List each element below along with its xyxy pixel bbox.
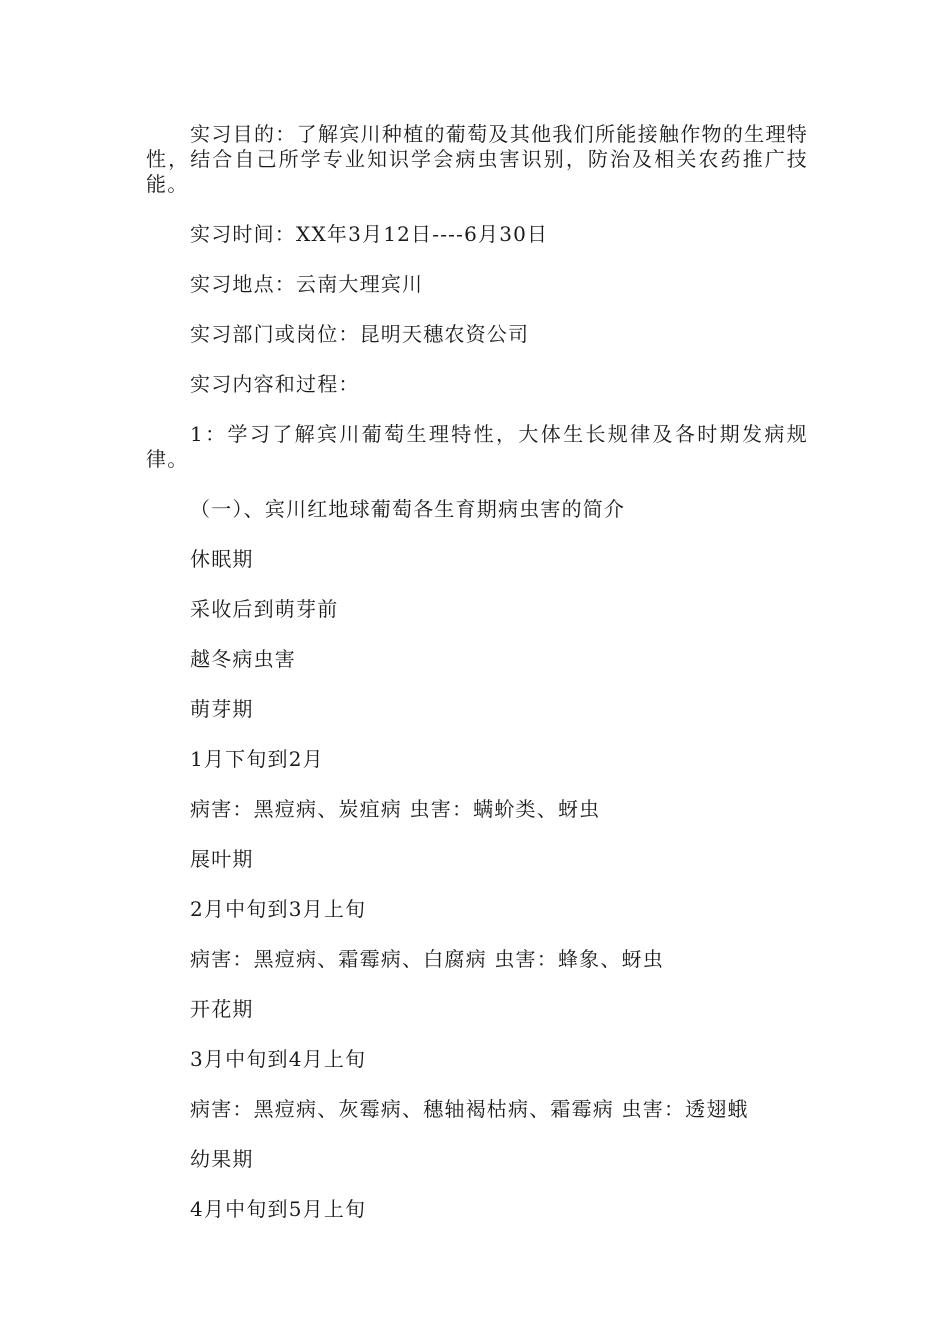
paragraph-content-heading: 实习内容和过程： (190, 372, 360, 396)
stage-young-fruit: 幼果期 (190, 1147, 254, 1171)
stage-budding-period: 1月下旬到2月 (190, 747, 324, 771)
stage-dormancy-pests: 越冬病虫害 (190, 647, 296, 671)
stage-flowering-period: 3月中旬到4月上旬 (190, 1047, 367, 1071)
stage-leafing-pests: 病害：黑痘病、霜霉病、白腐病 虫害：蜂象、蚜虫 (190, 947, 664, 971)
stage-flowering-pests: 病害：黑痘病、灰霉病、穗轴褐枯病、霜霉病 虫害：透翅蛾 (190, 1097, 749, 1121)
stage-budding: 萌芽期 (190, 697, 254, 721)
paragraph-department: 实习部门或岗位：昆明天穗农资公司 (190, 322, 530, 346)
stage-leafing: 展叶期 (190, 847, 254, 871)
stage-dormancy: 休眠期 (190, 547, 254, 571)
paragraph-item-1: 1：学习了解宾川葡萄生理特性，大体生长规律及各时期发病规律。 (146, 422, 808, 471)
stage-young-fruit-period: 4月中旬到5月上旬 (190, 1197, 367, 1221)
paragraph-section-1: （一）、宾川红地球葡萄各生育期病虫害的简介 (190, 497, 626, 521)
stage-dormancy-period: 采收后到萌芽前 (190, 597, 339, 621)
stage-flowering: 开花期 (190, 997, 254, 1021)
paragraph-purpose: 实习目的：了解宾川种植的葡萄及其他我们所能接触作物的生理特性，结合自己所学专业知识学会病虫害识别，防治及相关农药推广技能。 (146, 122, 808, 196)
stage-budding-pests: 病害：黑痘病、炭疽病 虫害：螨蚧类、蚜虫 (190, 797, 601, 821)
paragraph-time: 实习时间：XX年3月12日----6月30日 (190, 222, 549, 246)
paragraph-location: 实习地点：云南大理宾川 (190, 272, 424, 296)
document-body (146, 122, 808, 1247)
stage-leafing-period: 2月中旬到3月上旬 (190, 897, 367, 921)
